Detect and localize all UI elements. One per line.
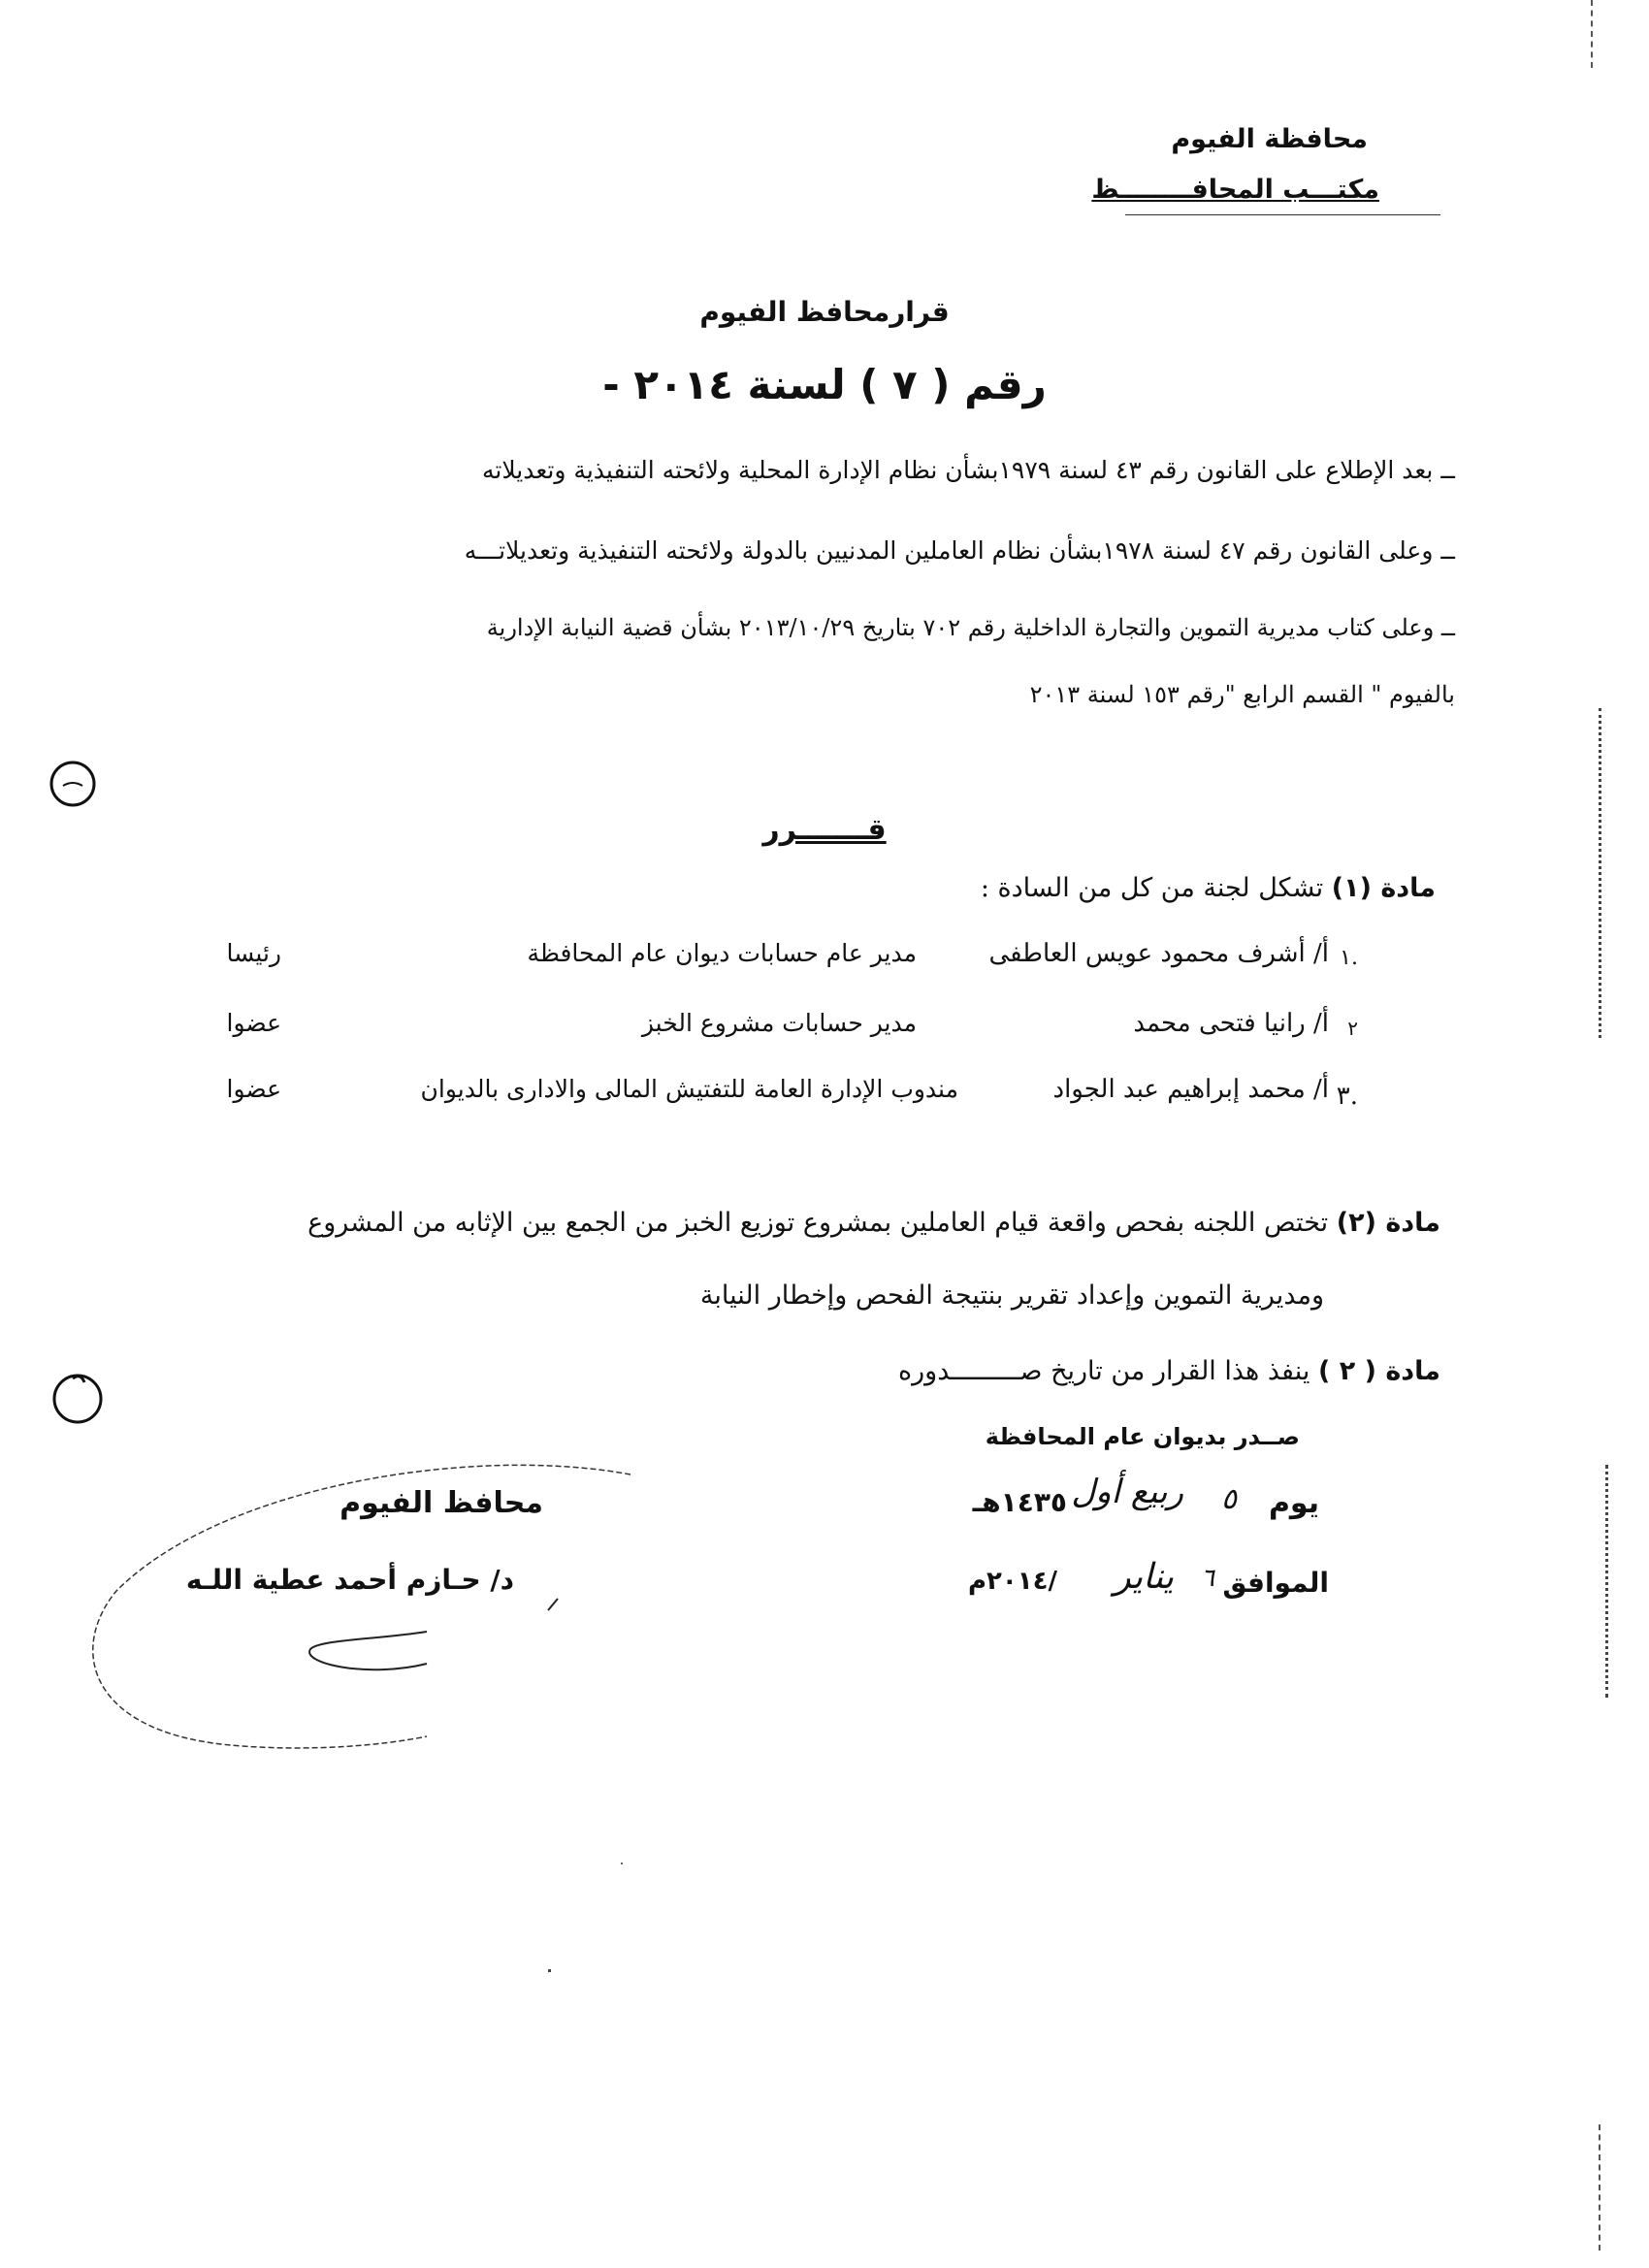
member-number: ٢ [1347, 1017, 1358, 1040]
scan-speck [621, 1863, 623, 1864]
gregorian-month-handwritten: يناير [1114, 1557, 1174, 1597]
decides-heading: قـــــــرر [762, 813, 887, 847]
scan-edge-mark [1591, 0, 1593, 68]
member-name: أ/ رانيا فتحى محمد [1133, 1009, 1329, 1038]
scan-speck [548, 1969, 551, 1972]
gregorian-year: /٢٠١٤م [967, 1567, 1057, 1596]
preamble-line-2: ــ وعلى القانون رقم ٤٧ لسنة ١٩٧٨بشأن نظام العاملين المدنيين بالدولة ولائحته التنفيذية وتعديلاتـــه [464, 536, 1455, 565]
member-number: ١. [1340, 946, 1358, 970]
signature-title: محافظ الفيوم [340, 1486, 543, 1520]
preamble-line-1: ــ بعد الإطلاع على القانون رقم ٤٣ لسنة ١٩٧٩بشأن نظام الإدارة المحلية ولائحته التنفيذية وتعديلاته [482, 456, 1455, 484]
decision-number: رقم ( ٧ ) لسنة ٢٠١٤ - [602, 361, 1047, 408]
member-position: مندوب الإدارة العامة للتفتيش المالى والادارى بالديوان [420, 1075, 958, 1103]
header-rule [1125, 214, 1440, 215]
member-role: رئيسا [226, 939, 281, 967]
scan-edge-mark [1599, 708, 1601, 1038]
member-role: عضوا [226, 1009, 281, 1037]
issued-place: صــدر بديوان عام المحافظة [985, 1423, 1300, 1450]
decision-title: قرارمحافظ الفيوم [699, 296, 950, 328]
hijri-year: ١٤٣٥هـ [972, 1486, 1067, 1518]
margin-circle-mark [44, 1363, 112, 1431]
article-1-label: مادة (١) [1331, 873, 1436, 903]
article-1-text: تشكل لجنة من كل من السادة : [980, 873, 1324, 903]
gregorian-label: الموافق [1222, 1567, 1329, 1599]
member-position: مدير حسابات مشروع الخبز [641, 1009, 917, 1037]
article-3-text: ينفذ هذا القرار من تاريخ صـــــــــدوره [897, 1356, 1310, 1386]
article-3-label: مادة ( ٢ ) [1317, 1356, 1440, 1386]
member-number: ٣. [1336, 1082, 1358, 1111]
margin-circle-mark [44, 755, 102, 813]
signature-name: د/ حـازم أحمد عطية اللـه [185, 1564, 514, 1596]
article-2-text: تختص اللجنه بفحص واقعة قيام العاملين بمشروع توزيع الخبز من الجمع بين الإثابه من المشروع [307, 1208, 1329, 1238]
office-name: مكتـــب المحافــــــــظ [1091, 175, 1379, 205]
article-1 [466, 873, 1436, 903]
member-name: أ/ أشرف محمود عويس العاطفى [988, 939, 1329, 968]
member-name: أ/ محمد إبراهيم عبد الجواد [1052, 1075, 1329, 1104]
preamble-line-4: بالفيوم " القسم الرابع "رقم ١٥٣ لسنة ٢٠١٣ [1029, 681, 1455, 708]
article-2-line-1 [179, 1208, 1440, 1238]
preamble-line-3: ــ وعلى كتاب مديرية التموين والتجارة الداخلية رقم ٧٠٢ بتاريخ ٢٠١٣/١٠/٢٩ بشأن قضية النيابة الإدارية [486, 614, 1455, 641]
scan-edge-mark [1599, 2124, 1600, 2251]
hijri-day-label: يوم [1268, 1486, 1319, 1520]
article-3 [470, 1356, 1440, 1386]
governorate-name: محافظة الفيوم [1171, 124, 1368, 154]
article-2-label: مادة (٢) [1336, 1208, 1440, 1238]
scan-edge-mark [1605, 1465, 1608, 1698]
hijri-month-handwritten: ربيع أول [1071, 1473, 1183, 1511]
hijri-day-handwritten: ٥ [1220, 1482, 1237, 1516]
member-role: عضوا [226, 1075, 281, 1103]
member-position: مدير عام حسابات ديوان عام المحافظة [527, 939, 917, 967]
article-2-line-2: ومديرية التموين وإعداد تقرير بنتيجة الفحص وإخطار النيابة [699, 1280, 1324, 1311]
gregorian-day-handwritten: ٦ [1201, 1564, 1214, 1593]
